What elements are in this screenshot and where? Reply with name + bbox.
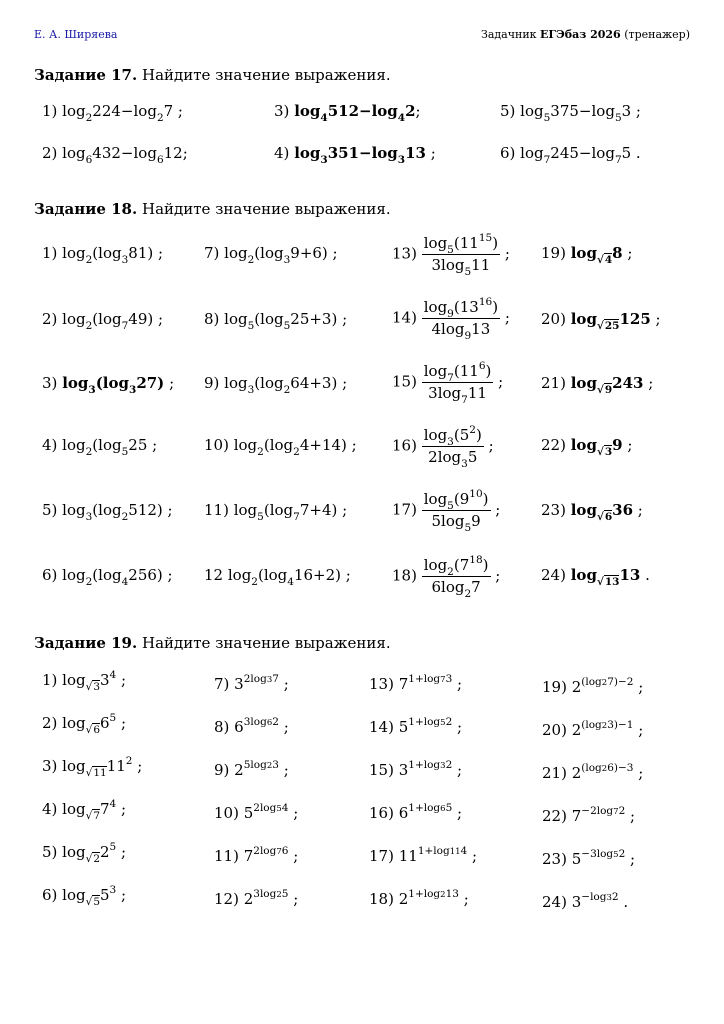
task-18-heading: Задание 18. Найдите значение выражения.	[34, 200, 391, 218]
task-19-item-20: 20) $2^{(log23)-1}$ ;	[542, 719, 644, 739]
task-18-item-8: 8) $\log_5(\log_525+3)$ ;	[204, 310, 348, 332]
task-19-item-19: 19) $2^{(log27)-2}$ ;	[542, 676, 644, 696]
task-18-item-11: 11) $\log_5(\log_77+4)$ ;	[204, 501, 348, 523]
task-18-item-24: 24) $\log_{√13}13$ .	[541, 566, 650, 588]
task-18-item-4: 4) $\log_2(\log_525$ ;	[42, 436, 158, 458]
task-19-item-16: 16) $6^{1+log65}$ ;	[369, 802, 463, 822]
task-19-item-14: 14) $5^{1+log52}$ ;	[369, 716, 463, 736]
task-17-item-3: 3) $\log_4512-\log_42$;	[274, 102, 421, 124]
task-18-item-13: 13) $\frac{\log_5(11^{15})}{3\log_511}$ ;	[392, 232, 510, 278]
task-18-item-14: 14) $\frac{\log_9(13^{16})}{4\log_913}$ ;	[392, 296, 510, 342]
task-17-item-6: 6) $\log_7245-\log_75$ .	[500, 144, 641, 166]
task-18-item-9: 9) $\log_3(\log_264+3)$ ;	[204, 374, 348, 396]
task-19-item-23: 23) $5^{-3log52}$ ;	[542, 848, 636, 868]
task-17-item-5: 5) $\log_5375-\log_53$ ;	[500, 102, 641, 124]
task-19-item-3: 3) $\log_{√11}11^2$ ;	[42, 755, 143, 779]
task-19-item-9: 9) $2^{5log23}$ ;	[214, 759, 289, 779]
header-author: Е. А. Ширяева	[34, 28, 118, 41]
task-18-item-3: 3) $\log_3(\log_327)$ ;	[42, 374, 175, 396]
task-19-item-6: 6) $\log_{√5}5^3$ ;	[42, 884, 127, 908]
task-19-item-17: 17) $11^{1+log114}$ ;	[369, 845, 478, 865]
task-18-item-2: 2) $\log_2(\log_749)$ ;	[42, 310, 164, 332]
task-19-item-11: 11) $7^{2log76}$ ;	[214, 845, 299, 865]
task-19-item-5: 5) $\log_{√2}2^5$ ;	[42, 841, 127, 865]
task-17-item-4: 4) $\log_3351-\log_313$ ;	[274, 144, 436, 166]
task-19-item-21: 21) $2^{(log26)-3}$ ;	[542, 762, 644, 782]
task-19-item-15: 15) $3^{1+log32}$ ;	[369, 759, 463, 779]
task-19-item-10: 10) $5^{2log54}$ ;	[214, 802, 299, 822]
task-18-item-22: 22) $\log_{√3}9$ ;	[541, 436, 633, 458]
task-17-item-1: 1) $\log_2224-\log_27$ ;	[42, 102, 183, 124]
task-18-item-23: 23) $\log_{√6}36$ ;	[541, 501, 643, 523]
task-19-heading: Задание 19. Найдите значение выражения.	[34, 634, 391, 652]
task-17-heading: Задание 17. Найдите значение выражения.	[34, 66, 391, 84]
task-18-item-12: 12 $\log_2(\log_416+2)$ ;	[204, 566, 351, 588]
task-18-item-5: 5) $\log_3(\log_2512)$ ;	[42, 501, 173, 523]
task-19-item-1: 1) $\log_{√3}3^4$ ;	[42, 669, 127, 693]
task-19-item-22: 22) $7^{-2log72}$ ;	[542, 805, 636, 825]
header-title: Задачник ЕГЭбаз 2026 (тренажер)	[480, 28, 690, 41]
task-18-item-15: 15) $\frac{\log_7(11^6)}{3\log_711}$ ;	[392, 360, 504, 406]
task-18-item-6: 6) $\log_2(\log_4256)$ ;	[42, 566, 173, 588]
task-18-item-19: 19) $\log_{√4}8$ ;	[541, 244, 633, 266]
task-18-item-16: 16) $\frac{\log_3(5^2)}{2\log_35}$ ;	[392, 424, 494, 470]
task-18-item-1: 1) $\log_2(\log_381)$ ;	[42, 244, 164, 266]
task-19-item-2: 2) $\log_{√6}6^5$ ;	[42, 712, 127, 736]
task-18-item-17: 17) $\frac{\log_5(9^{10})}{5\log_59}$ ;	[392, 488, 501, 534]
task-19-item-24: 24) $3^{-log32}$ .	[542, 891, 629, 911]
task-19-item-8: 8) $6^{3log62}$ ;	[214, 716, 289, 736]
task-18-item-18: 18) $\frac{\log_2(7^{18})}{6\log_27}$ ;	[392, 554, 501, 600]
task-18-item-10: 10) $\log_2(\log_24+14)$ ;	[204, 436, 357, 458]
task-19-item-13: 13) $7^{1+log73}$ ;	[369, 673, 463, 693]
task-17-item-2: 2) $\log_6432-\log_612$;	[42, 144, 188, 166]
task-18-item-20: 20) $\log_{√25}125$ ;	[541, 310, 661, 332]
task-19-item-4: 4) $\log_{√7}7^4$ ;	[42, 798, 127, 822]
task-18-item-21: 21) $\log_{√9}243$ ;	[541, 374, 654, 396]
task-19-item-18: 18) $2^{1+log213}$ ;	[369, 888, 469, 908]
task-18-item-7: 7) $\log_2(\log_39+6)$ ;	[204, 244, 338, 266]
task-19-item-7: 7) $3^{2log37}$ ;	[214, 673, 289, 693]
task-19-item-12: 12) $2^{3log25}$ ;	[214, 888, 299, 908]
